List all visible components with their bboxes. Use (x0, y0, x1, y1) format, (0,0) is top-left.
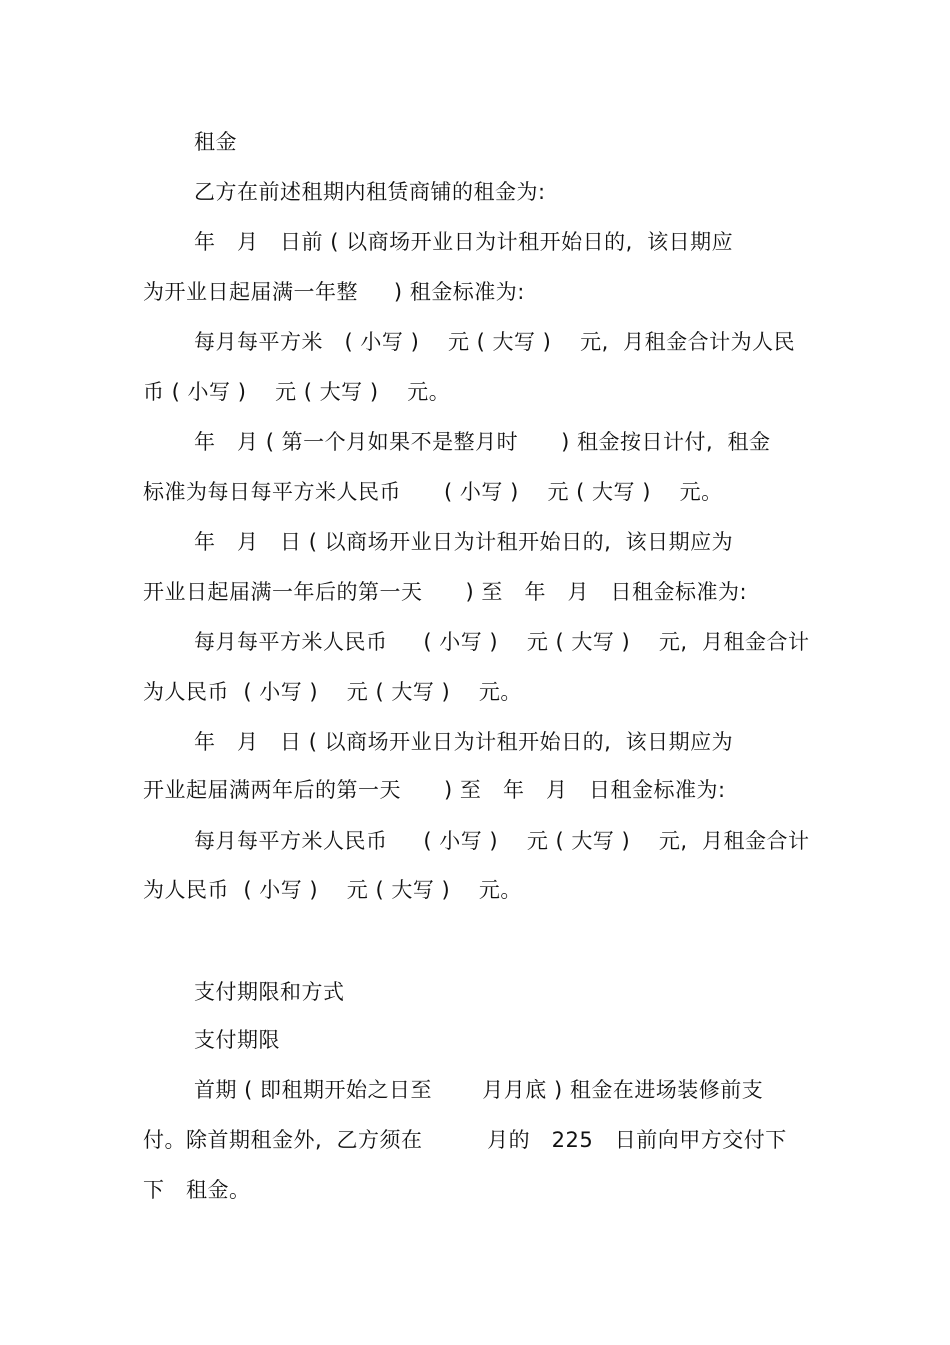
paragraph-line: 开业起届满两年后的第一天 ) 至 年 月 日租金标准为: (143, 778, 726, 802)
paragraph-line: 为开业日起届满一年整 ) 租金标准为: (143, 280, 525, 304)
paragraph-line: 每月每平方米人民币 ( 小写 ) 元 ( 大写 ) 元, 月租金合计 (194, 630, 810, 654)
paragraph-line: 年 月 日 ( 以商场开业日为计租开始日的, 该日期应为 (194, 730, 734, 754)
subsection-heading-payment-term: 支付期限 (194, 1028, 280, 1052)
section-heading-rent: 租金 (194, 130, 237, 154)
paragraph-line: 下 租金。 (143, 1178, 251, 1202)
paragraph-line: 为人民币 ( 小写 ) 元 ( 大写 ) 元。 (143, 878, 522, 902)
paragraph-line: 付。除首期租金外, 乙方须在 月的 225 日前向甲方交付下 (143, 1128, 787, 1152)
paragraph-line: 乙方在前述租期内租赁商铺的租金为: (194, 180, 546, 204)
paragraph-line: 每月每平方米人民币 ( 小写 ) 元 ( 大写 ) 元, 月租金合计 (194, 829, 810, 853)
paragraph-line: 标准为每日每平方米人民币 ( 小写 ) 元 ( 大写 ) 元。 (143, 480, 723, 504)
paragraph-line: 年 月 日 ( 以商场开业日为计租开始日的, 该日期应为 (194, 530, 734, 554)
paragraph-line: 开业日起届满一年后的第一天 ) 至 年 月 日租金标准为: (143, 580, 748, 604)
paragraph-line: 每月每平方米 ( 小写 ) 元 ( 大写 ) 元, 月租金合计为人民 (194, 330, 796, 354)
paragraph-line: 首期 ( 即租期开始之日至 月月底 ) 租金在进场装修前支 (194, 1078, 764, 1102)
paragraph-line: 年 月 日前 ( 以商场开业日为计租开始日的, 该日期应 (194, 230, 734, 254)
paragraph-line: 年 月 ( 第一个月如果不是整月时 ) 租金按日计付, 租金 (194, 430, 771, 454)
paragraph-line: 币 ( 小写 ) 元 ( 大写 ) 元。 (143, 380, 451, 404)
section-heading-payment: 支付期限和方式 (194, 980, 345, 1004)
paragraph-line: 为人民币 ( 小写 ) 元 ( 大写 ) 元。 (143, 680, 522, 704)
